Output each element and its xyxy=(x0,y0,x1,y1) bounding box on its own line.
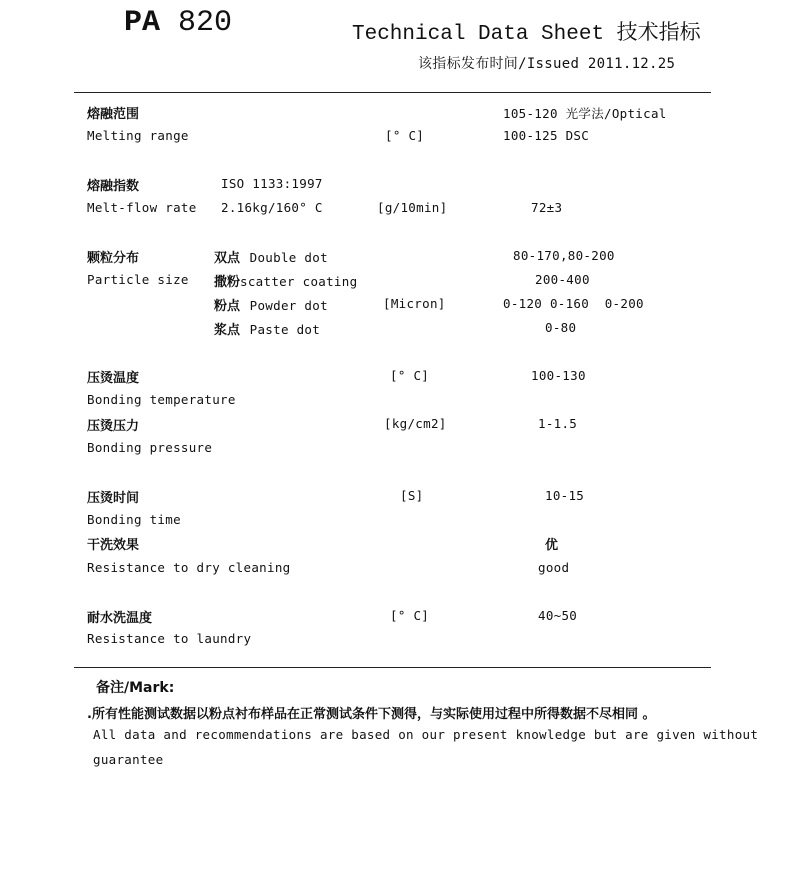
meltflow-label-cn: 熔融指数 xyxy=(87,179,140,194)
particle-item-scatter xyxy=(214,271,357,290)
bonding-temp-value: 100-130 xyxy=(531,368,586,383)
remark-title: 备注/Mark: xyxy=(96,680,175,696)
bonding-temp-label-en: Bonding temperature xyxy=(87,392,236,407)
laundry-label-cn: 耐水洗温度 xyxy=(87,611,153,626)
bonding-pressure-label-cn: 压烫压力 xyxy=(87,419,140,434)
dry-cleaning-label-en: Resistance to dry cleaning xyxy=(87,560,291,575)
bonding-pressure-value: 1-1.5 xyxy=(538,416,578,431)
issued-date: 该指标发布时间/Issued 2011.12.25 xyxy=(418,56,676,72)
particle-item-paste-dot xyxy=(214,319,320,338)
meltflow-value: 72±3 xyxy=(531,200,563,215)
melting-label-cn: 熔融范围 xyxy=(87,107,140,122)
particle-label-cn: 颗粒分布 xyxy=(87,251,140,266)
particle-item-cn: 浆点 xyxy=(214,323,241,338)
bonding-time-label-en: Bonding time xyxy=(87,512,181,527)
particle-item-en: Paste dot xyxy=(249,322,321,337)
meltflow-unit: [g/10min] xyxy=(377,200,448,215)
bonding-temp-label-cn: 压烫温度 xyxy=(87,371,140,386)
bonding-time-value: 10-15 xyxy=(545,488,585,503)
bonding-time-unit: [S] xyxy=(400,488,424,503)
dry-cleaning-label-cn: 干洗效果 xyxy=(87,538,140,553)
particle-value-powder-dot: 0-120 0-160 0-200 xyxy=(503,296,644,311)
particle-item-en: Powder dot xyxy=(249,298,328,313)
bonding-temp-unit: [° C] xyxy=(390,368,430,383)
product-number: 820 xyxy=(178,6,233,40)
remark-line-en-2: guarantee xyxy=(93,752,164,767)
particle-item-cn: 双点 xyxy=(214,251,241,266)
bonding-time-label-cn: 压烫时间 xyxy=(87,491,140,506)
dry-cleaning-value-en: good xyxy=(538,560,570,575)
particle-item-cn: 粉点 xyxy=(214,299,241,314)
document-title: Technical Data Sheet 技术指标 xyxy=(352,23,701,46)
particle-item-cn: 撒粉 xyxy=(214,275,241,290)
top-divider xyxy=(74,92,711,93)
particle-unit: [Micron] xyxy=(383,296,446,311)
meltflow-standard: ISO 1133:1997 xyxy=(221,176,323,191)
melting-label-en: Melting range xyxy=(87,128,189,143)
meltflow-condition: 2.16kg/160° C xyxy=(221,200,323,215)
laundry-label-en: Resistance to laundry xyxy=(87,631,252,646)
melting-value-optical: 105-120 光学法/Optical xyxy=(503,106,667,121)
product-prefix: PA xyxy=(124,6,161,40)
remark-line-en-1: All data and recommendations are based on our present knowledge but are given without xyxy=(93,727,759,742)
melting-unit: [° C] xyxy=(385,128,425,143)
melting-value-dsc: 100-125 DSC xyxy=(503,128,590,143)
particle-item-en: Double dot xyxy=(249,250,328,265)
particle-value-double-dot: 80-170,80-200 xyxy=(513,248,615,263)
remark-line-cn: .所有性能测试数据以粉点衬布样品在正常测试条件下测得，与实际使用过程中所得数据不尽相同 。 xyxy=(87,707,656,722)
laundry-unit: [° C] xyxy=(390,608,430,623)
bonding-pressure-unit: [kg/cm2] xyxy=(384,416,447,431)
product-name xyxy=(124,6,232,40)
particle-item-powder-dot xyxy=(214,295,328,314)
meltflow-label-en: Melt-flow rate xyxy=(87,200,197,215)
dry-cleaning-value-cn: 优 xyxy=(545,538,559,553)
particle-item-double-dot xyxy=(214,247,328,266)
laundry-value: 40~50 xyxy=(538,608,578,623)
bottom-divider xyxy=(74,667,711,668)
particle-item-en: scatter coating xyxy=(240,274,358,289)
particle-label-en: Particle size xyxy=(87,272,189,287)
particle-value-paste-dot: 0-80 xyxy=(545,320,577,335)
bonding-pressure-label-en: Bonding pressure xyxy=(87,440,213,455)
particle-value-scatter: 200-400 xyxy=(535,272,590,287)
